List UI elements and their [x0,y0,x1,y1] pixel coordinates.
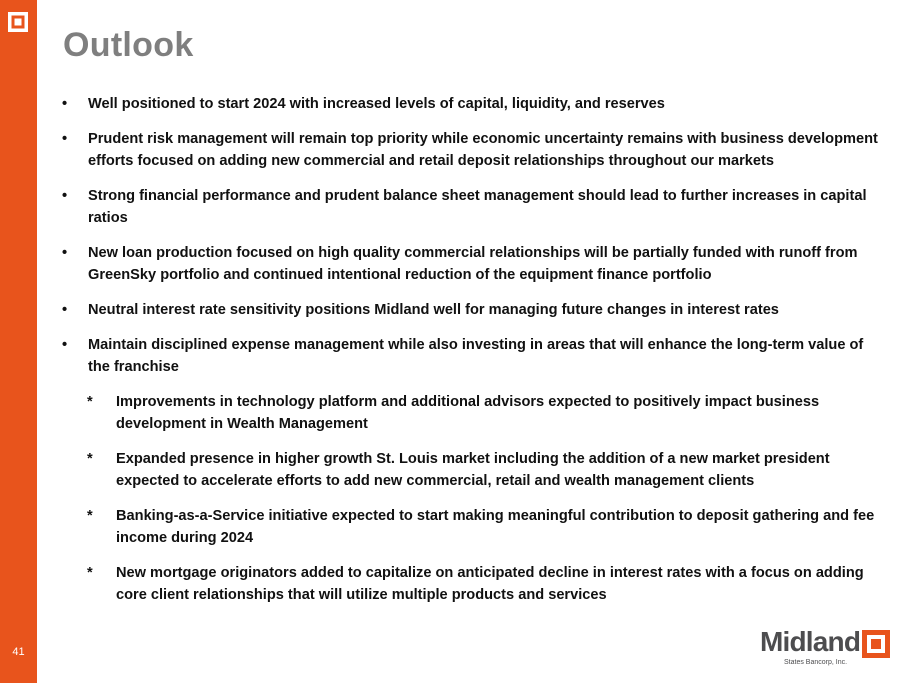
bullet-item [60,185,880,229]
sub-bullet-text: Improvements in technology platform and additional advisors expected to positively impact business development in Wealth Management [116,394,820,432]
bullet-item [60,93,880,115]
bullet-text: Neutral interest rate sensitivity positions Midland well for managing future changes in interest rates [88,302,779,318]
bullet-item [60,242,880,286]
brand-subtitle: States Bancorp, Inc. [784,659,848,666]
bullet-item [60,334,880,378]
bullet-marker: • [62,131,68,147]
bullet-text: New loan production focused on high quality commercial relationships will be partially funded with runoff from GreenSky portfolio and continued intentional reduction of the equipment finance portfolio [88,245,858,283]
sub-bullet-text: Expanded presence in higher growth St. Louis market including the addition of a new market president expected to accelerate efforts to add new commercial, retail and wealth management clients [116,451,830,489]
bullet-marker: • [62,337,68,353]
bullet-marker: • [62,188,68,204]
brand-name: Midland [760,626,861,657]
bullet-text: Maintain disciplined expense management while also investing in areas that will enhance the long-term value of the franchise [88,337,864,375]
sub-bullet-marker: * [87,451,93,467]
midland-square-icon [8,12,28,32]
bullet-text: Well positioned to start 2024 with increased levels of capital, liquidity, and reserves [88,96,665,112]
sub-bullet-item [60,505,880,549]
bullet-marker: • [62,96,68,112]
bullet-text: Prudent risk management will remain top priority while economic uncertainty remains with business development efforts focused on adding new commercial and retail deposit relationships throughout our markets [88,131,878,169]
bullet-marker: • [62,245,68,261]
bullet-text: Strong financial performance and prudent balance sheet management should lead to further increases in capital ratios [88,188,867,226]
sub-bullet-item [60,562,880,606]
bullet-marker: • [62,302,68,318]
bullet-item [60,128,880,172]
bullet-item [60,299,880,321]
page-number: 41 [12,646,25,658]
midland-brand-logo [760,628,890,668]
outlook-bullet-list [60,93,880,606]
sub-bullet-text: New mortgage originators added to capitalize on anticipated decline in interest rates with a focus on adding core client relationships that will utilize multiple products and services [116,565,864,603]
sub-bullet-item [60,391,880,435]
sub-bullet-marker: * [87,565,93,581]
orange-sidebar [0,0,37,683]
sub-bullet-marker: * [87,394,93,410]
page-title: Outlook [63,26,194,64]
midland-logo-square-icon [862,630,890,658]
sub-bullet-item [60,448,880,492]
sub-bullet-text: Banking-as-a-Service initiative expected to start making meaningful contribution to deposit gathering and fee income during 2024 [116,508,875,546]
sub-bullet-marker: * [87,508,93,524]
